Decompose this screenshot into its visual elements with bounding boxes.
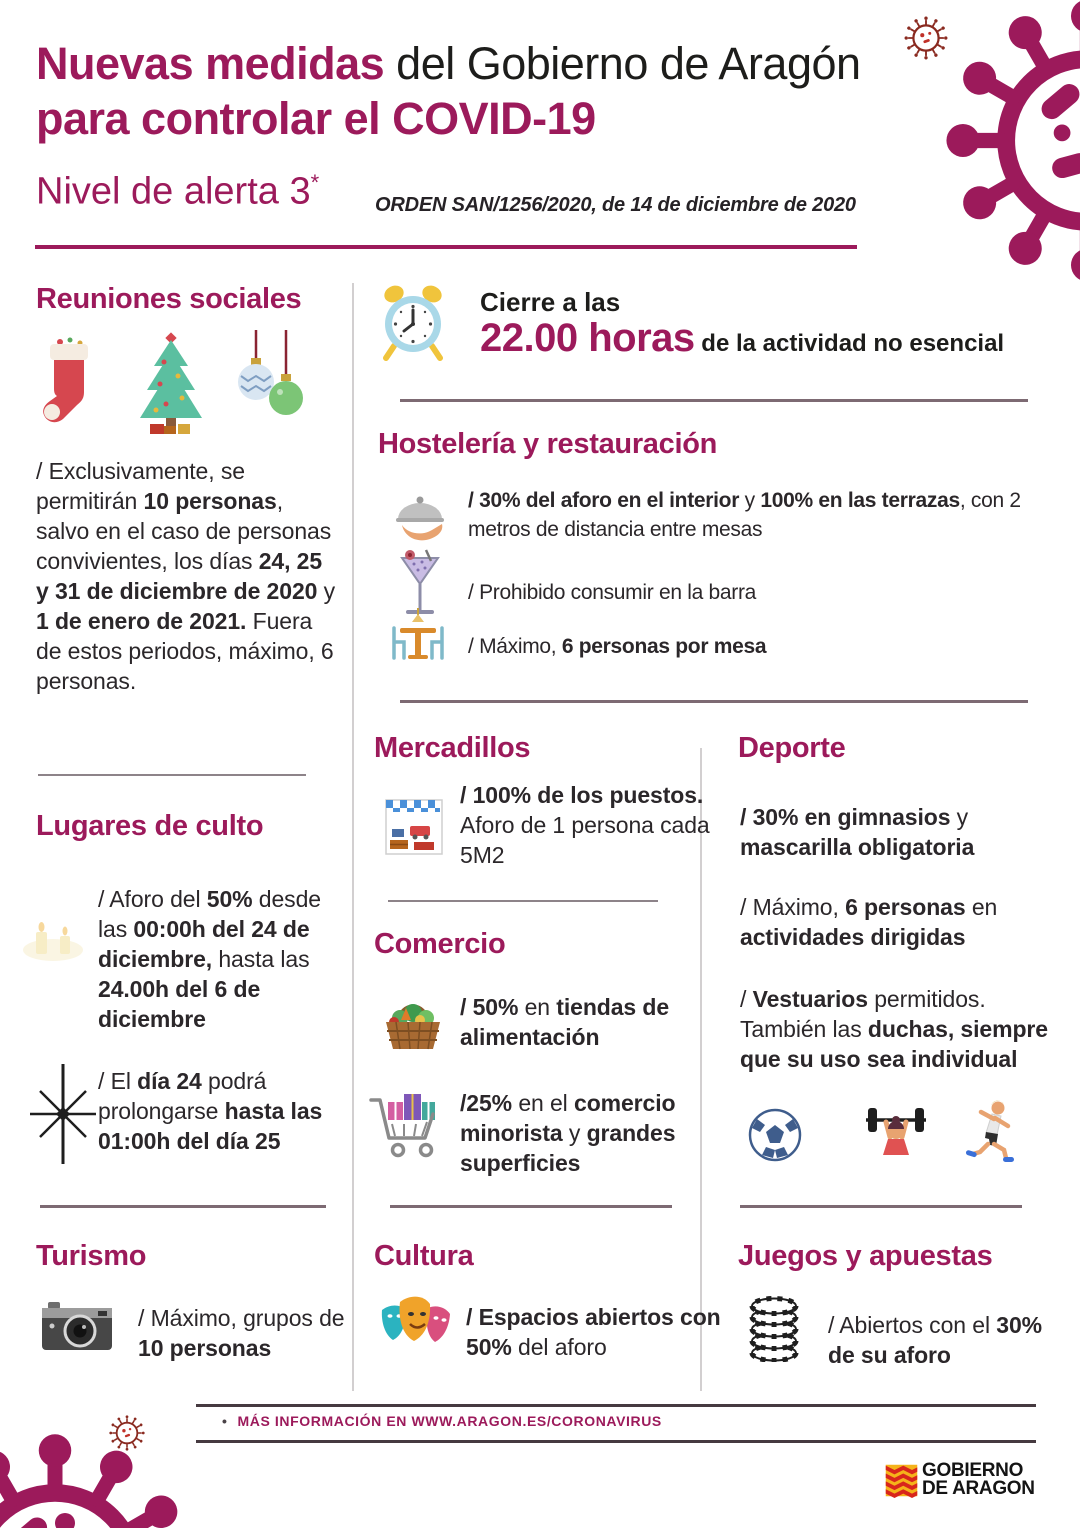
section-title-reuniones: Reuniones sociales — [36, 283, 302, 315]
runner-icon — [962, 1100, 1020, 1164]
cloche-icon — [392, 492, 448, 542]
cultura-item-1: / Espacios abiertos con 50% del aforo — [466, 1304, 721, 1360]
soccer-ball-icon — [748, 1108, 802, 1162]
footer-rule-top — [196, 1404, 1036, 1407]
header-rule — [35, 245, 857, 249]
closure-time: 22.00 horas — [480, 316, 695, 360]
section-rule — [740, 1205, 1022, 1208]
hosteleria-item-3: / Máximo, 6 personas por mesa — [468, 635, 767, 658]
gobierno-aragon-logo — [884, 1462, 1080, 1502]
candles-icon — [22, 920, 84, 962]
section-title-hosteleria: Hostelería y restauración — [378, 428, 718, 460]
hosteleria-item-1: / 30% del aforo en el interior y 100% en las terrazas, con 2 metros de distancia entre mesas — [468, 489, 1021, 541]
section-rule — [38, 774, 306, 776]
section-title-cultura: Cultura — [374, 1240, 474, 1272]
deporte-item-1: / 30% en gimnasios y mascarilla obligatoria — [740, 804, 975, 860]
coronavirus-icon — [935, 0, 1080, 293]
christmas-tree-icon — [130, 332, 212, 436]
alarm-clock-icon — [380, 282, 446, 362]
christmas-stocking-icon — [40, 336, 98, 436]
coronavirus-icon — [0, 1423, 205, 1528]
hosteleria-item-2: / Prohibido consumir en la barra — [468, 581, 757, 604]
juegos-item-1: / Abiertos con el 30% de su aforo — [828, 1312, 1042, 1368]
weightlifter-icon — [862, 1104, 930, 1164]
closure-statement — [480, 316, 1060, 361]
section-rule — [400, 399, 1028, 402]
deporte-item-3: / Vestuarios permitidos. También las duchas, siempre que su uso sea individual — [740, 986, 1048, 1072]
section-title-comercio: Comercio — [374, 928, 506, 960]
closure-suffix: de la actividad no esencial — [694, 330, 1005, 357]
culto-item-1: / Aforo del 50% desde las 00:00h del 24 de diciembre, hasta las 24.00h del 6 de diciembre — [98, 886, 321, 1032]
table-chairs-icon — [388, 608, 448, 662]
logo-text — [922, 1462, 1035, 1498]
section-title-culto: Lugares de culto — [36, 810, 264, 842]
theater-masks-icon — [378, 1294, 454, 1356]
section-title-mercadillos: Mercadillos — [374, 732, 531, 764]
column-divider — [352, 283, 354, 1391]
order-reference: ORDEN SAN/1256/2020, de 14 de diciembre de 2020 — [375, 194, 856, 216]
section-title-juegos: Juegos y apuestas — [738, 1240, 993, 1272]
section-title-deporte: Deporte — [738, 732, 846, 764]
aragon-flag-icon — [884, 1463, 919, 1498]
mercadillos-item-1: / 100% de los puestos. Aforo de 1 persona cada 5M2 — [460, 782, 710, 868]
market-stall-icon — [384, 796, 444, 856]
poker-chips-icon — [748, 1296, 800, 1362]
footer-info — [222, 1413, 662, 1429]
section-rule — [388, 900, 658, 902]
comercio-item-2: /25% en el comercio minorista y grandes superficies — [460, 1090, 676, 1176]
deporte-item-2: / Máximo, 6 personas en actividades dirigidas — [740, 894, 998, 950]
reuniones-body: / Exclusivamente, se permitirán 10 personas, salvo en el caso de personas convivientes, los días 24, 25 y 31 de diciembre de 2020 y 1 de enero de 2021. Fuera de estos periodos, máximo, 6 personas. — [36, 458, 336, 694]
baubles-icon — [228, 330, 306, 434]
section-rule — [400, 700, 1028, 703]
section-rule — [40, 1205, 326, 1208]
page-title: Nuevas medidas del Gobierno de Aragón para controlar el COVID-19 — [36, 38, 861, 144]
turismo-item-1: / Máximo, grupos de 10 personas — [138, 1305, 345, 1361]
section-title-turismo: Turismo — [36, 1240, 147, 1272]
footer-rule-bottom — [196, 1440, 1036, 1443]
comercio-item-1: / 50% en tiendas de alimentación — [460, 994, 670, 1050]
culto-item-2: / El día 24 podrá prolongarse hasta las 01:00h del día 25 — [98, 1068, 323, 1154]
alert-level: Nivel de alerta 3* — [36, 170, 320, 213]
closure-lead: Cierre a las — [480, 287, 621, 317]
logo-line-1: GOBIERNO — [922, 1460, 1024, 1481]
footer-bullet: • — [222, 1413, 228, 1429]
shopping-cart-icon — [368, 1086, 448, 1164]
star-icon — [22, 1062, 104, 1166]
coronavirus-outline-icon — [104, 1410, 150, 1456]
logo-line-2: DE ARAGON — [922, 1478, 1035, 1499]
footer-info-text: MÁS INFORMACIÓN EN WWW.ARAGON.ES/CORONAVIRUS — [237, 1413, 662, 1429]
section-rule — [390, 1205, 672, 1208]
food-basket-icon — [380, 992, 446, 1052]
camera-icon — [40, 1298, 114, 1354]
